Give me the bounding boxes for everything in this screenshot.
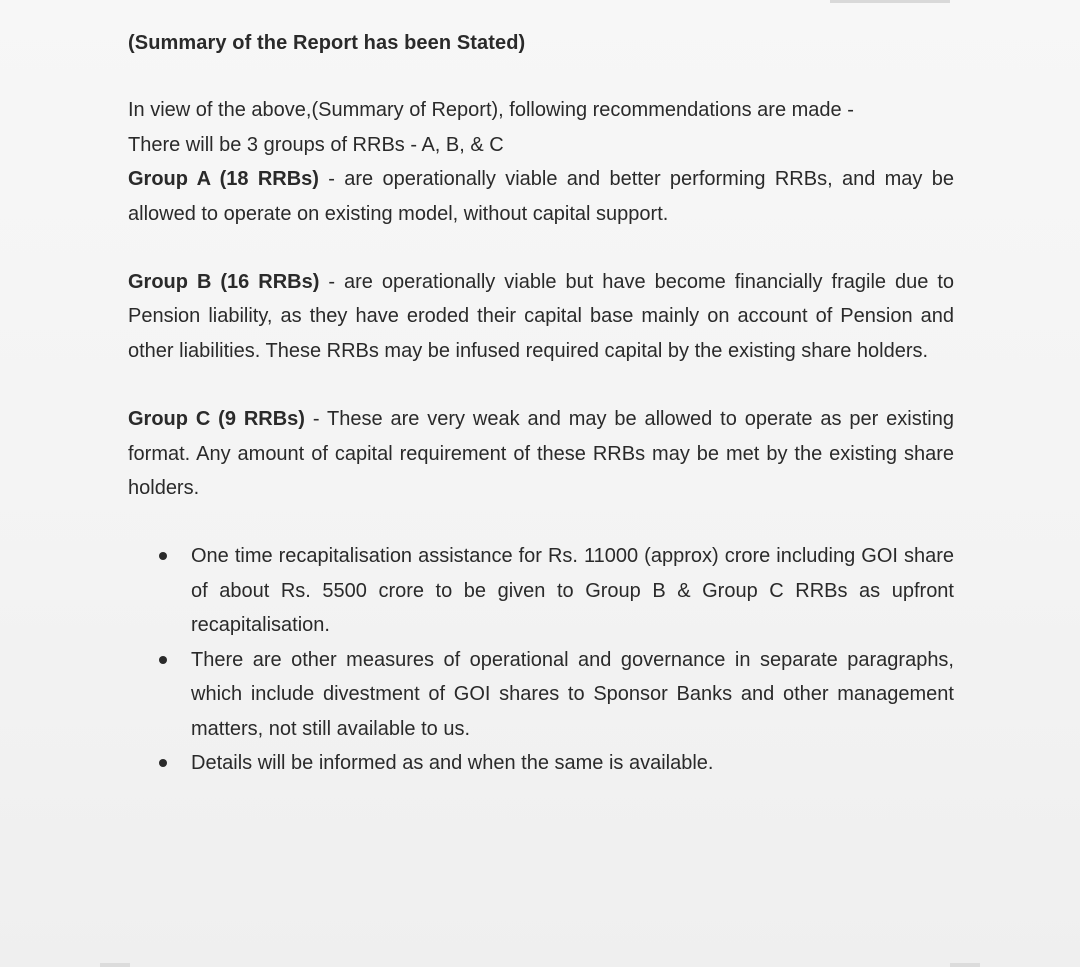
group-a-lead: Group A (18 RRBs) bbox=[128, 168, 319, 191]
page-edge-bottom-right bbox=[950, 963, 980, 967]
document-heading: (Summary of the Report has been Stated) bbox=[128, 32, 526, 54]
page-edge-top bbox=[830, 0, 950, 3]
bullet-icon bbox=[159, 656, 167, 664]
group-b-paragraph bbox=[128, 265, 954, 368]
bullet-icon bbox=[159, 759, 167, 767]
group-b-lead: Group B (16 RRBs) bbox=[128, 271, 320, 294]
document-body bbox=[128, 26, 954, 780]
group-b-text: - are operationally viable but have become financially fragile due to Pension liability, as they have eroded their capital base mainly on account of Pension and other liabilities. These RRBs may be infused required capital by the existing share holders. bbox=[128, 271, 955, 362]
group-c-paragraph bbox=[128, 402, 954, 505]
list-item-text: There are other measures of operational and governance in separate paragraphs, which include divestment of GOI shares to Sponsor Banks and other management matters, not still available to us. bbox=[191, 648, 954, 740]
intro-line-2: There will be 3 groups of RRBs - A, B, & C bbox=[128, 133, 504, 156]
group-a-text: - are operationally viable and better performing RRBs, and may be allowed to operate on existing model, without capital support. bbox=[128, 168, 954, 225]
intro-line-1: In view of the above,(Summary of Report), following recommendations are made - bbox=[128, 99, 854, 122]
group-c-lead: Group C (9 RRBs) bbox=[128, 408, 305, 431]
intro-paragraph bbox=[128, 93, 954, 231]
group-c-text: - These are very weak and may be allowed to operate as per existing format. Any amount of capital requirement of these RRBs may be met by the existing share holders. bbox=[128, 408, 954, 500]
list-item bbox=[128, 746, 954, 780]
recommendation-list bbox=[128, 539, 954, 780]
list-item bbox=[128, 643, 954, 746]
bullet-icon bbox=[159, 552, 167, 560]
list-item bbox=[128, 539, 954, 642]
list-item-text: Details will be informed as and when the same is available. bbox=[191, 751, 714, 774]
list-item-text: One time recapitalisation assistance for Rs. 11000 (approx) crore including GOI share of about Rs. 5500 crore to be given to Group B & Group C RRBs as upfront recapitalisation. bbox=[191, 545, 954, 637]
page-edge-bottom-left bbox=[100, 963, 130, 967]
